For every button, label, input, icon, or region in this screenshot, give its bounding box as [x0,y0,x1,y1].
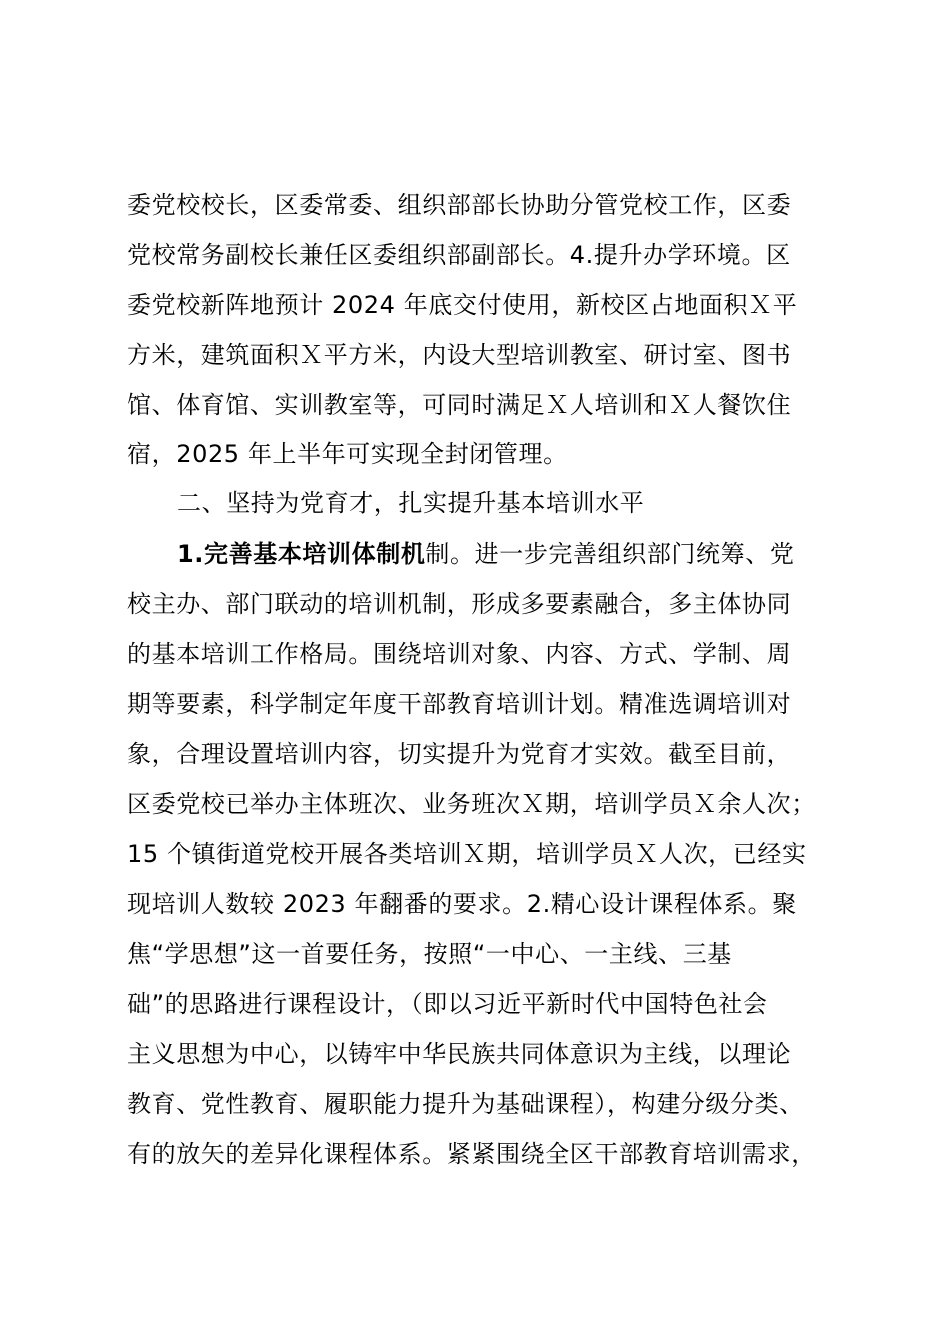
text-line: 区委党校已举办主体班次、业务班次Ｘ期，培训学员Ｘ余人次； [127,790,816,818]
text-line: 党校常务副校长兼任区委组织部副部长。4.提升办学环境。区 [127,241,791,269]
text-span: 制。进一步完善组织部门统筹、党 [425,540,795,568]
paragraph-first-line [177,537,794,571]
text-line: 期等要素，科学制定年度干部教育培训计划。精准选调培训对 [127,690,792,718]
text-line: 教育、党性教育、履职能力提升为基础课程），构建分级分类、 [127,1090,804,1118]
bold-subheading: 1.完善基本培训体制机 [177,540,426,568]
text-line: 现培训人数较 2023 年翻番的要求。2.精心设计课程体系。聚 [127,890,797,918]
text-line: 的基本培训工作格局。围绕培训对象、内容、方式、学制、周 [127,640,792,668]
text-line: 委党校校长，区委常委、组织部部长协助分管党校工作，区委 [127,191,792,219]
text-line: 础”的思路进行课程设计，（即以习近平新时代中国特色社会 [127,990,768,1018]
text-line: 校主办、部门联动的培训机制，形成多要素融合，多主体协同 [127,590,792,618]
text-line: 方米，建筑面积Ｘ平方米，内设大型培训教室、研讨室、图书 [127,341,792,369]
section-heading: 二、坚持为党育才，扎实提升基本培训水平 [177,489,645,517]
text-line: 委党校新阵地预计 2024 年底交付使用，新校区占地面积Ｘ平 [127,291,798,319]
text-line: 15 个镇街道党校开展各类培训Ｘ期，培训学员Ｘ人次，已经实 [127,840,807,868]
text-line: 主义思想为中心，以铸牢中华民族共同体意识为主线，以理论 [127,1040,792,1068]
text-line: 象，合理设置培训内容，切实提升为党育才实效。截至目前， [127,740,792,768]
text-line: 宿，2025 年上半年可实现全封闭管理。 [127,440,568,468]
text-line: 焦“学思想”这一首要任务，按照“一中心、一主线、三基 [127,940,732,968]
text-line: 有的放矢的差异化课程体系。紧紧围绕全区干部教育培训需求， [127,1140,816,1168]
text-line: 馆、体育馆、实训教室等，可同时满足Ｘ人培训和Ｘ人餐饮住 [127,391,792,419]
